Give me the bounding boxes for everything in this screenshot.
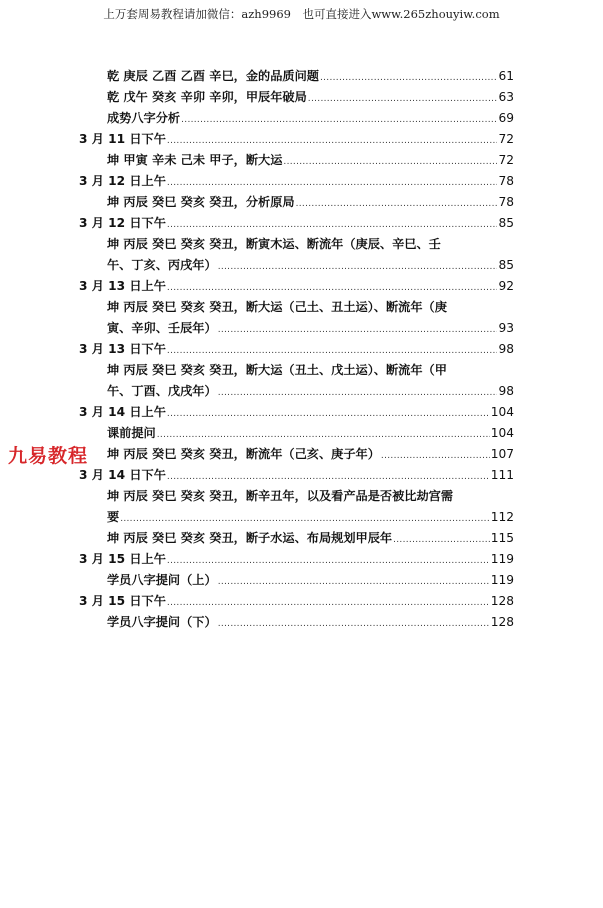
toc-entry: [79, 277, 514, 295]
toc-entry-page: 104: [490, 426, 514, 440]
toc-entry: [79, 403, 514, 421]
toc-entry-page: 85: [498, 258, 514, 272]
toc-entry: [107, 193, 514, 211]
dot-leader: [167, 172, 498, 190]
toc-entry-continuation: 寅、辛卯、壬辰年）: [107, 321, 217, 335]
toc-entry-page: 78: [498, 195, 514, 209]
toc-entry-page: 119: [490, 552, 514, 566]
toc-entry-title: 坤 丙辰 癸巳 癸亥 癸丑，断大运（丑土、戊土运）、断流年（甲: [107, 363, 447, 377]
dot-leader: [308, 88, 498, 106]
dot-leader: [167, 466, 490, 484]
dot-leader: [167, 340, 498, 358]
toc-entry-title: 乾 庚辰 乙酉 乙酉 辛巳，金的品质问题: [107, 69, 319, 83]
toc-entry-page: 98: [498, 342, 514, 356]
toc-entry-page: 72: [498, 153, 514, 167]
dot-leader: [167, 592, 490, 610]
toc-entry: [107, 256, 514, 274]
toc-entry-page: 92: [498, 279, 514, 293]
dot-leader: [283, 151, 497, 169]
toc-entry: [107, 88, 514, 106]
dot-leader: [296, 193, 498, 211]
dot-leader: [167, 277, 498, 295]
toc-entry-title: 3 月 11 日下午: [79, 132, 166, 146]
toc-entry-page: 61: [498, 69, 514, 83]
toc-entry-title: 3 月 14 日上午: [79, 405, 166, 419]
toc-entry-title: 3 月 14 日下午: [79, 468, 166, 482]
toc-entry: [107, 529, 514, 547]
toc-entry: [79, 592, 514, 610]
dot-leader: [167, 403, 490, 421]
dot-leader: [167, 550, 490, 568]
dot-leader: [157, 424, 490, 442]
toc-entry-page: 115: [490, 531, 514, 545]
dot-leader: [381, 445, 490, 463]
toc-entry: [107, 571, 514, 589]
toc-entry-title: 坤 丙辰 癸巳 癸亥 癸丑，断寅木运、断流年（庚辰、辛巳、壬: [107, 237, 441, 251]
toc-entry-page: 78: [498, 174, 514, 188]
toc-entry: [79, 130, 514, 148]
header-banner: 上万套周易教程请加微信：azh9969 也可直接进入www.265zhouyiw.com: [103, 7, 500, 21]
toc-entry-title: 成势八字分析: [107, 111, 181, 125]
toc-entry-title: 3 月 12 日下午: [79, 216, 166, 230]
toc-entry: [107, 508, 514, 526]
toc-entry-title: 3 月 15 日下午: [79, 594, 166, 608]
toc-entry-page: 111: [490, 468, 514, 482]
toc-entry-continuation: 午、丁酉、戊戌年）: [107, 384, 217, 398]
toc-entry: [79, 466, 514, 484]
toc-entry-title: 3 月 12 日上午: [79, 174, 166, 188]
toc-entry: [107, 613, 514, 631]
toc-entry-title: 坤 丙辰 癸巳 癸亥 癸丑，分析原局: [107, 195, 295, 209]
toc-entry-page: 98: [498, 384, 514, 398]
toc-entry-continuation: 午、丁亥、丙戌年）: [107, 258, 217, 272]
toc-entry-title: 课前提问: [107, 426, 156, 440]
toc-entry-title: 坤 丙辰 癸巳 癸亥 癸丑，断大运（己土、丑土运）、断流年（庚: [107, 300, 447, 314]
toc-entry-page: 128: [490, 615, 514, 629]
dot-leader: [218, 319, 498, 337]
toc-entry: [79, 172, 514, 190]
dot-leader: [218, 571, 490, 589]
toc-entry-title: 乾 戊午 癸亥 辛卯 辛卯，甲辰年破局: [107, 90, 307, 104]
toc-entry-title: 坤 丙辰 癸巳 癸亥 癸丑，断流年（己亥、庚子年）: [107, 447, 380, 461]
toc-entry-title: 3 月 15 日上午: [79, 552, 166, 566]
toc-entry-title: 坤 甲寅 辛未 己未 甲子，断大运: [107, 153, 283, 167]
toc-entry-title: 学员八字提问（上）: [107, 573, 217, 587]
toc-entry-page: 107: [490, 447, 514, 461]
toc-entry-page: 119: [490, 573, 514, 587]
dot-leader: [167, 130, 498, 148]
toc-entry-page: 93: [498, 321, 514, 335]
toc-entry-page: 69: [498, 111, 514, 125]
toc-entry-page: 63: [498, 90, 514, 104]
toc-entry-page: 112: [490, 510, 514, 524]
dot-leader: [218, 613, 490, 631]
toc-entry: [107, 445, 514, 463]
toc-entry-page: 104: [490, 405, 514, 419]
toc-entry: [107, 319, 514, 337]
toc-entry-title: 3 月 13 日上午: [79, 279, 166, 293]
toc-entry-page: 128: [490, 594, 514, 608]
toc-entry-page: 85: [498, 216, 514, 230]
toc-entry-page: 72: [498, 132, 514, 146]
toc-entry-continuation: 要: [107, 510, 120, 524]
toc-entry: [107, 151, 514, 169]
toc-entry: [107, 424, 514, 442]
dot-leader: [167, 214, 498, 232]
dot-leader: [218, 382, 498, 400]
dot-leader: [120, 508, 490, 526]
toc-entry: [79, 550, 514, 568]
toc-entry: [107, 382, 514, 400]
dot-leader: [393, 529, 490, 547]
dot-leader: [320, 67, 498, 85]
dot-leader: [181, 109, 497, 127]
toc-entry: [107, 109, 514, 127]
toc-entry: [79, 214, 514, 232]
toc-entry: [107, 67, 514, 85]
toc-entry-title: 3 月 13 日下午: [79, 342, 166, 356]
toc-entry-title: 学员八字提问（下）: [107, 615, 217, 629]
dot-leader: [218, 256, 498, 274]
toc-entry-title: 坤 丙辰 癸巳 癸亥 癸丑，断辛丑年，以及看产品是否被比劫宫需: [107, 489, 454, 503]
watermark-logo: 九易教程: [8, 445, 89, 467]
toc-entry-title: 坤 丙辰 癸巳 癸亥 癸丑，断子水运、布局规划甲辰年: [107, 531, 393, 545]
toc-entry: [79, 340, 514, 358]
